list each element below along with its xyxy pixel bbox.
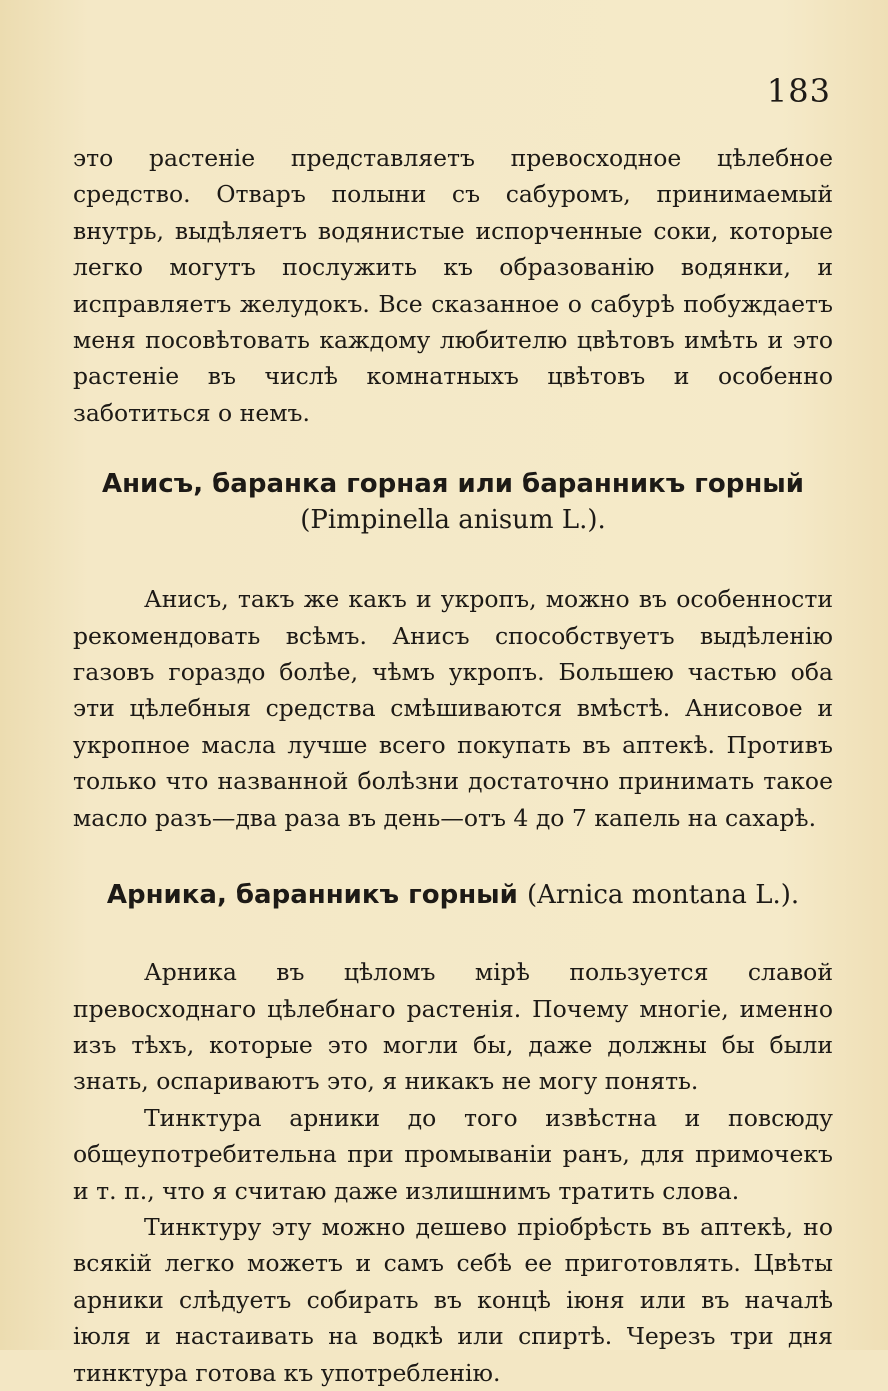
heading-anise-latin: (Pimpinella anisum L.). xyxy=(300,505,606,536)
heading-arnica-latin: (Arnica montana L.). xyxy=(526,880,800,911)
heading-anise-title: Анисъ, баранка горная или баранникъ горный xyxy=(101,469,805,500)
page-number: 183 xyxy=(766,72,831,110)
paragraph-arnica-preparation: Тинктуру эту можно дешево пріобрѣсть въ аптекѣ, но всякій легко можетъ и самъ себѣ ее приготовлять. Цвѣты арники слѣдуетъ собирать въ концѣ іюня или въ началѣ іюля и настаивать на водкѣ или спиртѣ. Черезъ три дня тинктура готова къ употребленію. xyxy=(73,1212,833,1387)
section-heading-anise xyxy=(73,466,833,538)
paragraph-continuation: это растеніе представляетъ превосходное цѣлебное средство. Отваръ полыни съ сабуромъ, принимаемый внутрь, выдѣляетъ водянистые испорченные соки, которые легко могутъ послужить къ образованію водянки, и исправляетъ желудокъ. Все сказанное о сабурѣ побуждаетъ меня посовѣтовать каждому любителю цвѣтовъ имѣть и это растеніе въ числѣ комнатныхъ цвѣтовъ и особенно заботиться о немъ. xyxy=(73,144,833,427)
paragraph-arnica-intro: Арника въ цѣломъ мірѣ пользуется славой превосходнаго цѣлебнаго растенія. Почему многіе, именно изъ тѣхъ, которые это могли бы, даже должны бы были знать, оспариваютъ это, я никакъ не могу понять. xyxy=(73,958,833,1096)
paragraph-anise: Анисъ, такъ же какъ и укропъ, можно въ особенности рекомендовать всѣмъ. Анисъ способствуетъ выдѣленію газовъ гораздо болѣе, чѣмъ укропъ. Большею частью оба эти цѣлебныя средства смѣшиваются вмѣстѣ. Анисовое и укропное масла лучше всего покупать въ аптекѣ. Противъ только что названной болѣзни достаточно принимать такое масло разъ—два раза въ день—отъ 4 до 7 капель на сахарѣ. xyxy=(73,585,833,832)
section-heading-arnica xyxy=(73,877,833,913)
page-content xyxy=(73,140,833,1391)
heading-arnica-title: Арника, баранникъ горный xyxy=(106,880,518,911)
paragraph-arnica-tincture: Тинктура арники до того извѣстна и повсюду общеупотребительна при промываніи ранъ, для примочекъ и т. п., что я считаю даже излишнимъ тратить слова. xyxy=(73,1103,833,1205)
